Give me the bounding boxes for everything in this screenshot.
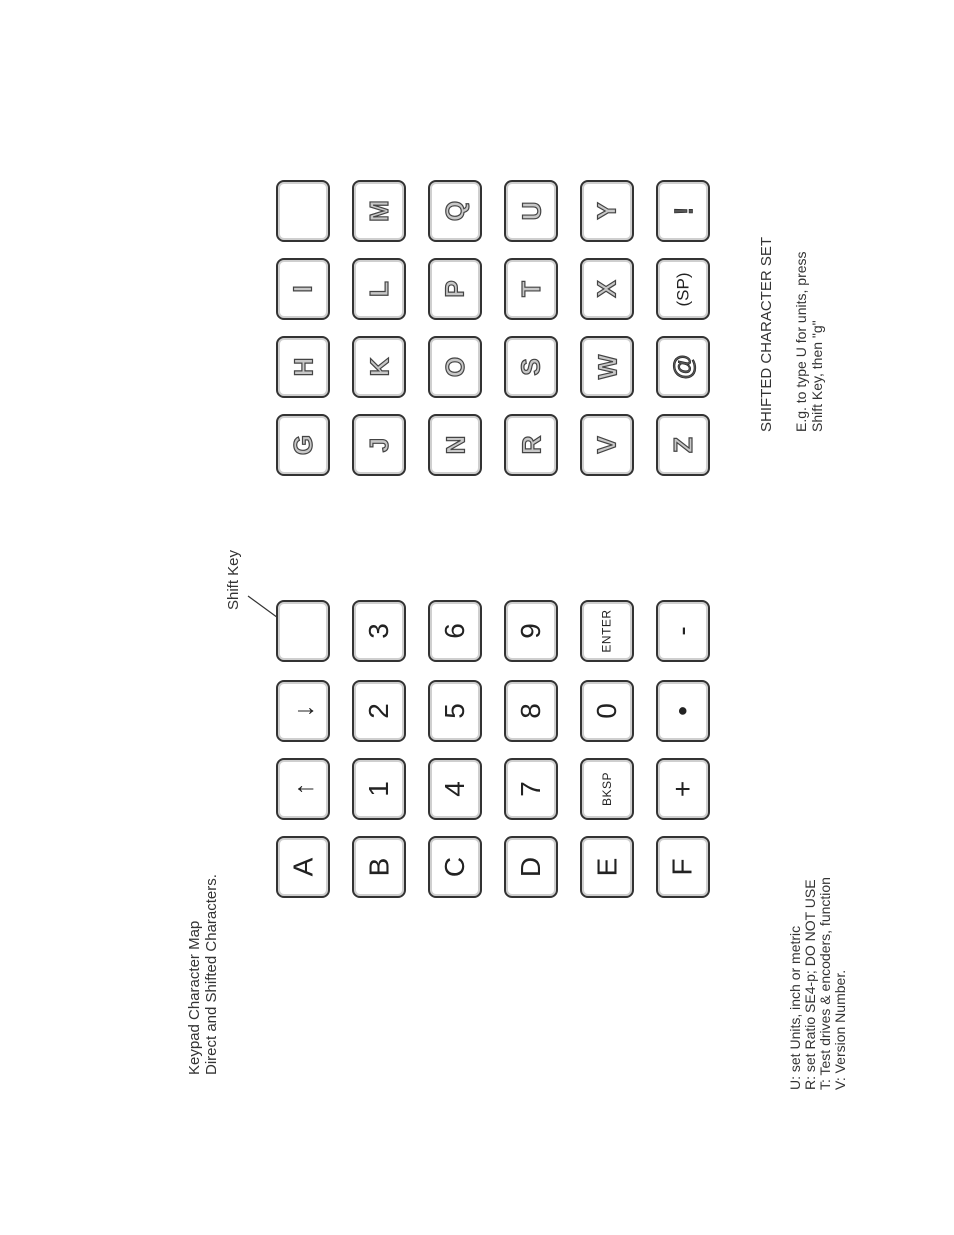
direct-decimal-point-key[interactable] (656, 680, 710, 742)
direct-e-key[interactable] (580, 836, 634, 898)
key-label: @ (667, 354, 698, 380)
direct-plus-key[interactable] (656, 758, 710, 820)
note-line: T: Test drives & encoders, function (817, 877, 833, 1090)
shifted-exclamation-key[interactable] (656, 180, 710, 242)
shifted-m-key[interactable] (352, 180, 406, 242)
key-label: 6 (438, 623, 470, 639)
direct-bksp-key[interactable] (580, 758, 634, 820)
key-label: • (667, 706, 698, 716)
direct-0-key[interactable] (580, 680, 634, 742)
key-label: (SP) (673, 272, 693, 306)
key-label: T (515, 281, 546, 297)
key-label: ! (667, 206, 698, 216)
shifted-space-key[interactable] (656, 258, 710, 320)
shifted-blank-0-3-key[interactable] (276, 180, 330, 242)
key-label: F (666, 858, 698, 876)
key-label: 2 (362, 703, 394, 719)
note-line: U: set Units, inch or metric (787, 925, 803, 1090)
key-label: E (591, 857, 622, 877)
direct-7-key[interactable] (504, 758, 558, 820)
direct-6-key[interactable] (428, 600, 482, 662)
key-label: BKSP (599, 771, 614, 807)
shifted-q-key[interactable] (428, 180, 482, 242)
key-label: 3 (362, 623, 394, 639)
direct-2-key[interactable] (352, 680, 406, 742)
note-line: V: Version Number. (832, 969, 848, 1090)
shifted-t-key[interactable] (504, 258, 558, 320)
key-label: J (364, 437, 394, 453)
command-notes (788, 877, 848, 1090)
direct-up-arrow-key[interactable] (276, 758, 330, 820)
direct-a-key[interactable] (276, 836, 330, 898)
key-label: ↓ (288, 704, 318, 718)
title-line-2: Direct and Shifted Characters. (203, 874, 220, 1075)
direct-4-key[interactable] (428, 758, 482, 820)
key-label: 0 (590, 703, 622, 719)
direct-8-key[interactable] (504, 680, 558, 742)
direct-c-key[interactable] (428, 836, 482, 898)
key-label: Y (592, 202, 622, 220)
shifted-g-key[interactable] (276, 414, 330, 476)
direct-enter-key[interactable] (580, 600, 634, 662)
key-label: P (440, 280, 470, 298)
shifted-x-key[interactable] (580, 258, 634, 320)
key-label: W (591, 354, 622, 380)
shifted-r-key[interactable] (504, 414, 558, 476)
shifted-h-key[interactable] (276, 336, 330, 398)
example-text (793, 251, 825, 432)
key-label: A (287, 857, 318, 877)
direct-5-key[interactable] (428, 680, 482, 742)
shifted-p-key[interactable] (428, 258, 482, 320)
shifted-l-key[interactable] (352, 258, 406, 320)
shifted-z-key[interactable] (656, 414, 710, 476)
direct-down-arrow-key[interactable] (276, 680, 330, 742)
shifted-k-key[interactable] (352, 336, 406, 398)
shift-key[interactable] (276, 600, 330, 662)
key-label: 5 (438, 703, 470, 719)
key-label: I (287, 285, 318, 293)
shifted-s-key[interactable] (504, 336, 558, 398)
key-label: 1 (362, 781, 394, 797)
key-label: H (288, 357, 318, 377)
note-line: R: set Ratio SE4-p; DO NOT USE (802, 879, 818, 1090)
key-label: G (287, 434, 318, 456)
key-label: L (363, 281, 394, 297)
direct-d-key[interactable] (504, 836, 558, 898)
key-label: X (592, 280, 622, 298)
direct-3-key[interactable] (352, 600, 406, 662)
key-label: ENTER (599, 609, 614, 653)
key-label: 7 (514, 781, 546, 797)
key-label: M (363, 200, 394, 222)
key-label: Q (439, 200, 470, 222)
key-label: D (514, 856, 546, 878)
key-label: S (516, 358, 546, 376)
shifted-at-sign-key[interactable] (656, 336, 710, 398)
shifted-set-title: SHIFTED CHARACTER SET (758, 236, 775, 432)
example-line-1: E.g. to type U for units, press (793, 251, 809, 432)
example-line-2: Shift Key, then "g" (809, 320, 825, 432)
shift-key-label: Shift Key (225, 549, 242, 610)
key-label: 4 (438, 781, 470, 797)
key-label: R (516, 435, 546, 455)
shifted-n-key[interactable] (428, 414, 482, 476)
key-label: Z (667, 437, 698, 453)
key-label: 8 (514, 703, 546, 719)
key-label: + (666, 780, 698, 798)
key-label: V (592, 436, 622, 454)
shifted-v-key[interactable] (580, 414, 634, 476)
key-label: 9 (514, 623, 546, 639)
key-label: O (439, 356, 470, 378)
key-label: - (666, 626, 698, 636)
shifted-y-key[interactable] (580, 180, 634, 242)
direct-9-key[interactable] (504, 600, 558, 662)
direct-minus-key[interactable] (656, 600, 710, 662)
key-label: U (516, 201, 546, 221)
title-line-1: Keypad Character Map (186, 920, 203, 1075)
key-label: ↑ (288, 782, 318, 796)
shifted-j-key[interactable] (352, 414, 406, 476)
shifted-i-key[interactable] (276, 258, 330, 320)
direct-1-key[interactable] (352, 758, 406, 820)
key-label: N (440, 435, 470, 455)
key-label: K (364, 357, 394, 377)
direct-f-key[interactable] (656, 836, 710, 898)
key-label: C (438, 856, 470, 878)
direct-b-key[interactable] (352, 836, 406, 898)
key-label: B (363, 857, 394, 877)
shifted-w-key[interactable] (580, 336, 634, 398)
shifted-o-key[interactable] (428, 336, 482, 398)
shifted-u-key[interactable] (504, 180, 558, 242)
